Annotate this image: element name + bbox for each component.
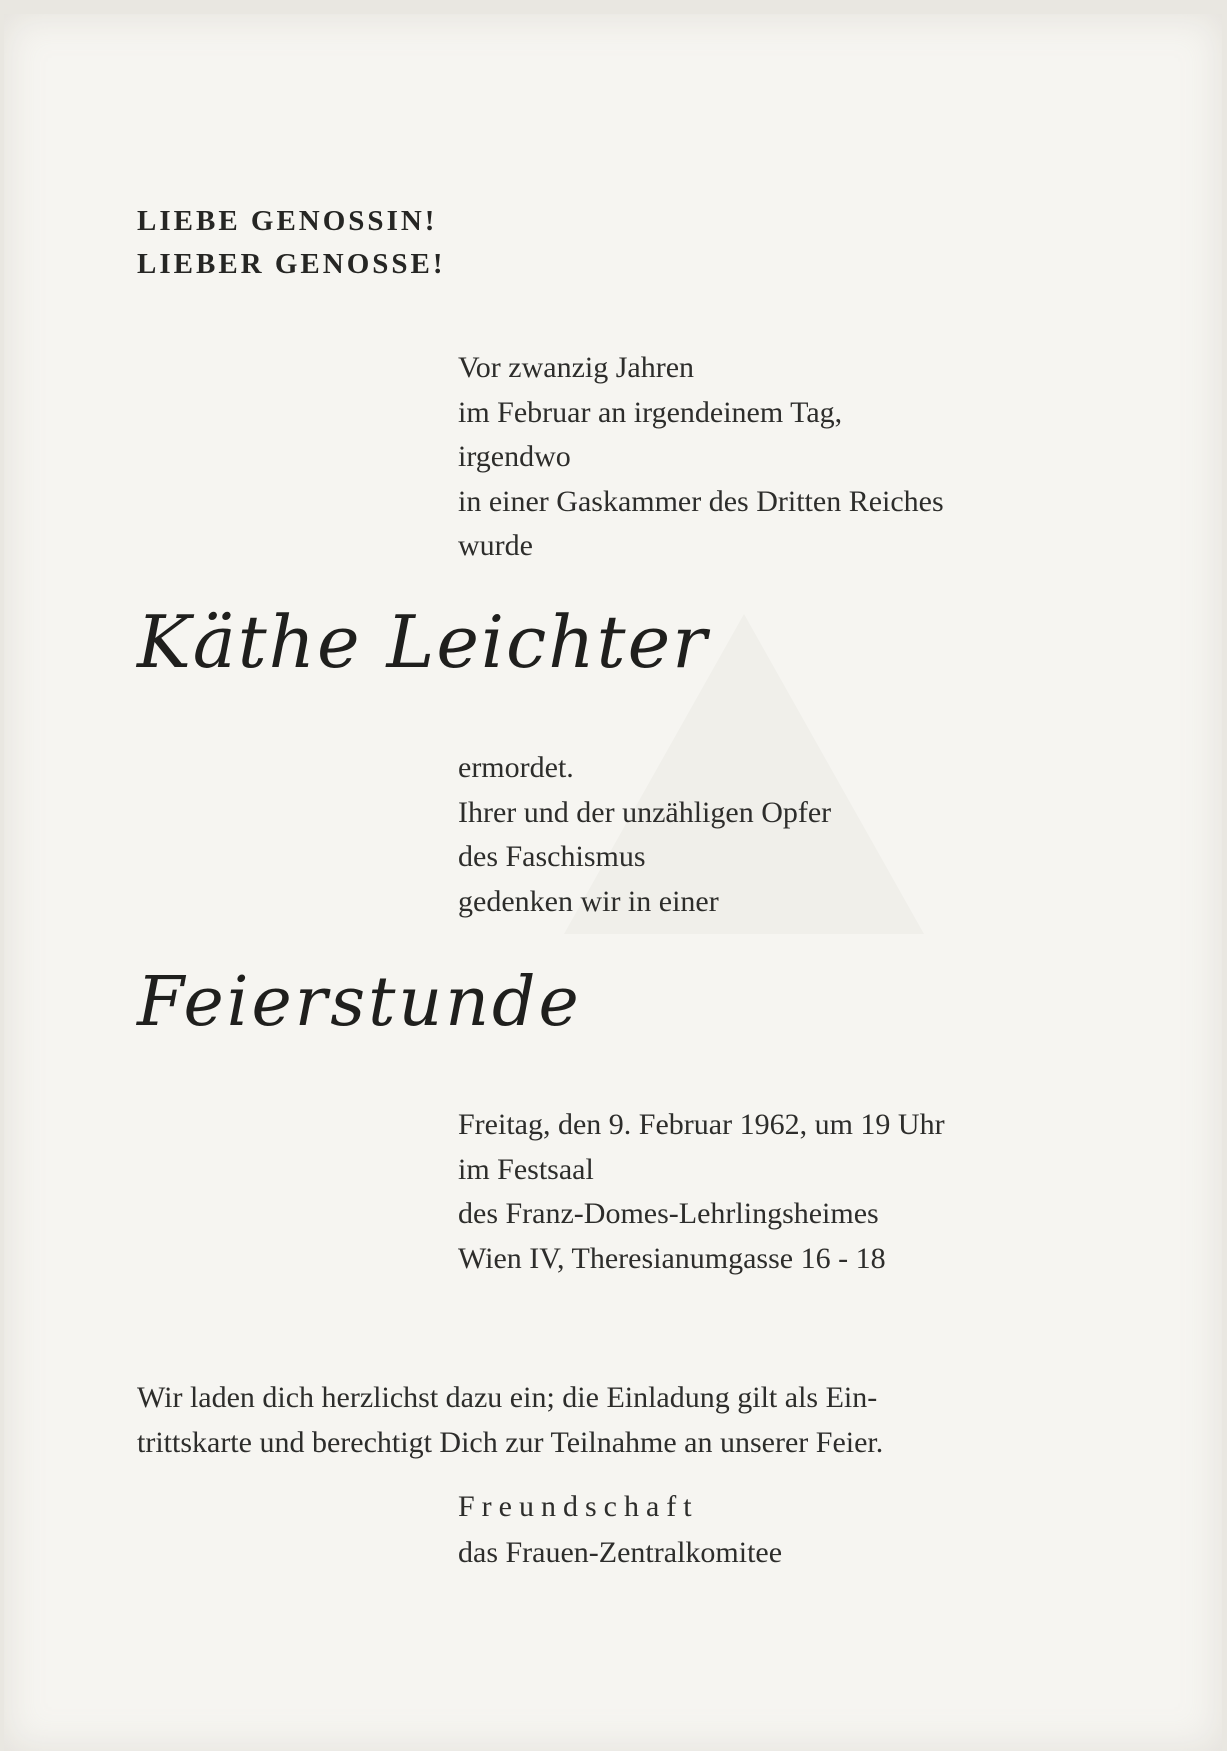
- intro-paragraph: [458, 346, 944, 569]
- closing-greeting: Freundschaft: [458, 1490, 699, 1523]
- event-building: des Franz-Domes-Lehrlingsheimes: [458, 1197, 879, 1230]
- event-date: Freitag, den 9. Februar 1962, um 19 Uhr: [458, 1108, 945, 1141]
- event-title: Feierstunde: [137, 963, 582, 1042]
- salutation: [137, 200, 446, 286]
- intro-line: in einer Gaskammer des Dritten Reiches: [458, 484, 944, 518]
- invitation-line-1: Wir laden dich herzlichst dazu ein; die Einladung gilt als Ein-: [137, 1381, 878, 1414]
- tribute-line: ermordet.: [458, 751, 574, 784]
- tribute-paragraph: [458, 746, 831, 924]
- event-address: Wien IV, Theresianumgasse 16 - 18: [458, 1241, 886, 1275]
- closing-signature: das Frauen-Zentralkomitee: [458, 1536, 783, 1569]
- salutation-line-2: LIEBER GENOSSE!: [137, 248, 446, 280]
- closing: [458, 1484, 782, 1576]
- intro-line: im Februar an irgendeinem Tag,: [458, 395, 843, 429]
- intro-line: Vor zwanzig Jahren: [458, 351, 695, 384]
- honoree-name: Käthe Leichter: [137, 600, 709, 684]
- tribute-line: Ihrer und der unzähligen Opfer: [458, 795, 832, 829]
- event-venue: im Festsaal: [458, 1152, 594, 1186]
- tribute-line: gedenken wir in einer: [458, 884, 719, 918]
- intro-line: wurde: [458, 529, 533, 562]
- invitation-line-2: trittskarte und berechtigt Dich zur Teilnahme an unserer Feier.: [137, 1426, 884, 1459]
- invitation-text: [137, 1375, 1107, 1465]
- salutation-line-1: LIEBE GENOSSIN!: [137, 205, 438, 237]
- event-details: [458, 1103, 945, 1281]
- tribute-line: des Faschismus: [458, 840, 646, 873]
- intro-line: irgendwo: [458, 440, 571, 473]
